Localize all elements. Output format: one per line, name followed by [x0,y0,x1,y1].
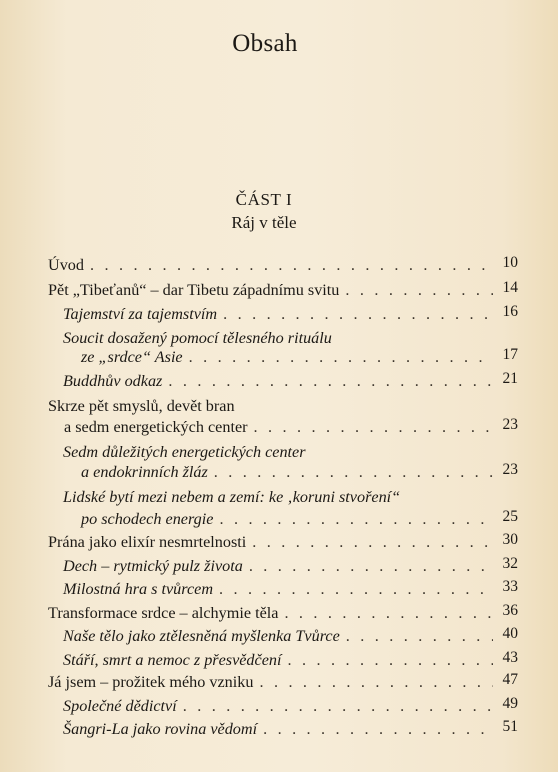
leader-dots [183,697,493,716]
toc-entry-text: Stáří, smrt a nemoc z přesvědčení [63,651,282,669]
toc-entry-text: Transformace srdce – alchymie těla [48,604,279,622]
leader-dots [288,651,494,670]
toc-entry-page: 10 [502,254,518,271]
toc-entry-page: 23 [502,461,518,478]
leader-dots [214,463,493,482]
toc-entry [48,256,518,280]
toc-entry-page: 21 [502,370,518,387]
toc-entry-text: Lidské bytí mezi nebem a zemí: ke ‚koruni stvoření“ [63,488,401,506]
toc-entry [48,533,518,557]
toc-entry-page: 49 [502,695,518,712]
toc-entry-text: Soucit dosažený pomocí tělesného rituálu [63,329,332,347]
leader-dots [259,673,493,692]
toc-entry [81,463,518,487]
toc-entry-text: Milostná hra s tvůrcem [63,580,214,598]
toc-entry [81,348,518,372]
leader-dots [219,580,493,599]
toc-entry-text: a endokrinních žláz [81,463,208,481]
part-title: Ráj v těle [231,213,297,232]
toc-entry-page: 51 [502,718,518,735]
leader-dots [168,372,493,391]
toc-entry-text: Tajemství za tajemstvím [63,305,218,323]
leader-dots [254,418,493,437]
toc-entry-page: 47 [502,671,518,688]
toc-entry [63,305,518,329]
page-title: Obsah [232,30,298,57]
leader-dots [252,533,493,552]
leader-dots [189,348,493,367]
leader-dots [263,720,493,739]
toc-entry [48,281,518,305]
toc-entry-page: 36 [502,602,518,619]
toc-entry-text: Sedm důležitých energetických center [63,443,306,461]
toc-entry-text: Úvod [48,256,84,274]
part-label: ČÁST I [235,190,293,209]
leader-dots [345,281,493,300]
toc-entry-text: Pět „Tibeťanů“ – dar Tibetu západnímu svitu [48,281,340,299]
toc-entry-text: po schodech energie [81,510,214,528]
toc-entry-text: Dech – rytmický pulz života [63,557,243,575]
toc-entry [48,673,518,697]
toc-entry-page: 16 [502,303,518,320]
leader-dots [284,604,493,623]
toc-entry-text: ze „srdce“ Asie [81,348,183,366]
toc-entry [63,720,518,744]
toc-entry-page: 25 [502,508,518,525]
toc-entry-page: 17 [502,346,518,363]
toc-entry-page: 43 [502,649,518,666]
toc-entry [48,604,518,628]
toc-entry-page: 32 [502,555,518,572]
toc-entry [63,488,518,512]
toc-entry [63,651,518,675]
toc-entry-text: Společné dědictví [63,697,177,715]
toc-entry-text: Skrze pět smyslů, devět bran [48,397,235,415]
leader-dots [346,627,493,646]
leader-dots [219,510,493,529]
toc-entry-page: 14 [502,279,518,296]
toc-entry-page: 40 [502,625,518,642]
toc-entry [63,627,518,651]
toc-entry [63,557,518,581]
toc-entry-text: Buddhův odkaz [63,372,163,390]
toc-entry-text: Prána jako elixír nesmrtelnosti [48,533,247,551]
toc-entry [64,418,518,442]
toc-entry-page: 33 [502,578,518,595]
toc-entry [81,510,518,534]
leader-dots [249,557,493,576]
toc-entry-text: Já jsem – prožitek mého vzniku [48,673,254,691]
toc-entry-page: 30 [502,531,518,548]
toc-entry [63,697,518,721]
leader-dots [90,256,493,275]
toc-entry [63,580,518,604]
toc-entry-text: Naše tělo jako ztělesněná myšlenka Tvůrce [63,627,340,645]
leader-dots [223,305,493,324]
toc-entry-text: a sedm energetických center [64,418,248,436]
toc-entry [63,372,518,396]
toc-entry-page: 23 [502,416,518,433]
toc-entry-text: Šangri-La jako rovina vědomí [63,720,258,738]
